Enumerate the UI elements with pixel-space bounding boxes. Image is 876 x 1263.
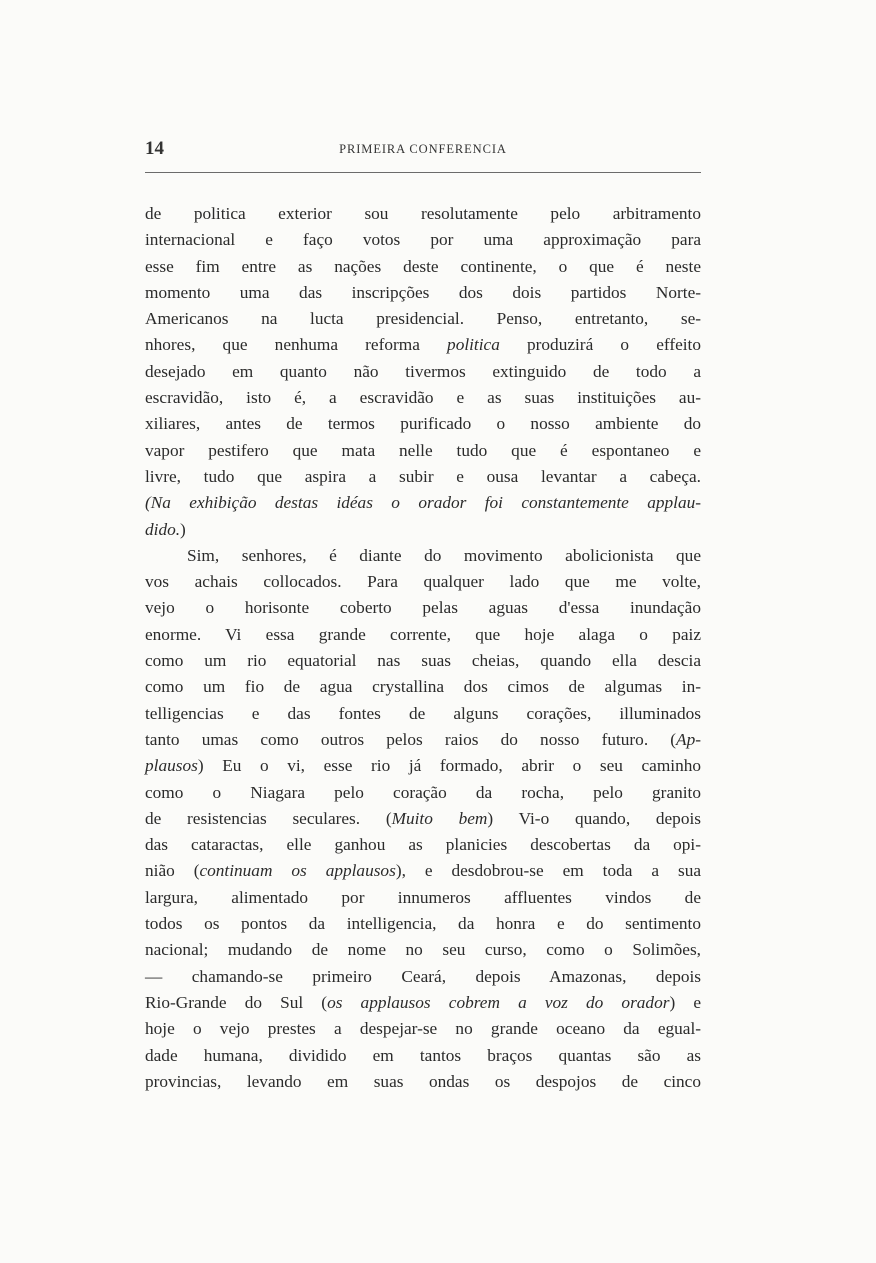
text-line [145,727,701,753]
text-segment: ) Eu o vi, esse rio já formado, abrir o seu caminho [197,756,701,776]
text-segment: ) e [669,992,702,1012]
text-line [145,411,701,437]
header-rule [145,172,701,173]
body-text [145,201,701,1095]
text-line [145,990,701,1016]
text-line [145,438,701,464]
text-line [145,332,701,358]
italic-text: continuam os applausos [199,861,396,881]
text-segment: Americanos na lucta presidencial. Penso, entretanto, se- [145,309,701,329]
text-line [145,885,701,911]
page-header [145,138,701,162]
italic-text: plausos [145,756,198,776]
text-segment: livre, tudo que aspira a subir e ousa levantar a cabeça. [145,466,701,486]
text-line [145,780,701,806]
text-line [145,964,701,990]
text-segment: ), e desdobrou-se em toda a sua [395,861,702,881]
text-segment: ) Vi-o quando, depois [487,808,701,828]
text-line [145,1069,701,1095]
text-segment: de politica exterior sou resolutamente pelo arbitramento [145,204,701,223]
text-line [145,385,701,411]
italic-text: (Na exhibição destas idéas o orador foi constantemente applau- [145,493,701,513]
text-line [145,1043,701,1069]
text-line [145,569,701,595]
text-line [145,753,701,779]
text-segment: internacional e faço votos por uma approximação para [145,230,701,250]
text-segment: produzirá o effeito [499,335,701,355]
text-line [145,806,701,832]
page-number: 14 [145,138,164,159]
text-segment: tanto umas como outros pelos raios do nosso futuro. ( [145,729,677,749]
text-segment: todos os pontos da intelligencia, da honra e do sentimento [145,914,701,934]
italic-text: politica [447,335,500,355]
text-segment: escravidão, isto é, a escravidão e as suas instituições au- [145,388,701,408]
text-segment: hoje o vejo prestes a despejar-se no grande oceano da egual- [145,1019,701,1039]
italic-text: dido. [145,519,181,539]
text-segment: vejo o horisonte coberto pelas aguas d'essa inundação [145,598,701,618]
italic-text: Muito bem [391,808,488,828]
text-segment: ) [180,519,186,539]
text-segment: provincias, levando em suas ondas os despojos de cinco [145,1071,701,1091]
text-line [145,622,701,648]
text-line [145,858,701,884]
text-segment: nacional; mudando de nome no seu curso, como o Solimões, [145,940,701,960]
text-segment: Sim, senhores, é diante do movimento abolicionista que [187,545,701,565]
text-line [145,937,701,963]
text-segment: como um rio equatorial nas suas cheias, quando ella descia [145,651,701,671]
text-segment: nhores, que nenhuma reforma [145,335,448,355]
text-line [145,832,701,858]
text-line [145,701,701,727]
text-segment: nião ( [145,861,200,881]
text-segment: vapor pestifero que mata nelle tudo que é espontaneo e [145,440,701,460]
text-line [145,543,701,569]
text-segment: momento uma das inscripções dos dois partidos Norte- [145,282,701,302]
text-line [145,201,701,227]
text-segment: Rio-Grande do Sul ( [145,992,328,1012]
running-head: PRIMEIRA CONFERENCIA [339,142,507,156]
text-segment: — chamando-se primeiro Ceará, depois Amazonas, depois [145,966,701,986]
text-line [145,306,701,332]
text-line [145,227,701,253]
text-line [145,674,701,700]
text-line [145,464,701,490]
italic-text: Ap- [676,729,701,749]
text-segment: como um fio de agua crystallina dos cimos de algumas in- [145,677,701,697]
text-segment: dade humana, dividido em tantos braços quantas são as [145,1045,701,1065]
text-line [145,254,701,280]
text-line [145,490,701,516]
text-segment: desejado em quanto não tivermos extinguido de todo a [145,361,701,381]
text-line [145,1016,701,1042]
text-line [145,359,701,385]
text-segment: xiliares, antes de termos purificado o nosso ambiente do [145,414,701,434]
text-segment: esse fim entre as nações deste continente, o que é neste [145,256,701,276]
text-line [145,517,701,543]
text-segment: telligencias e das fontes de alguns corações, illuminados [145,703,701,723]
text-line [145,595,701,621]
text-line [145,648,701,674]
text-line [145,280,701,306]
italic-text: os applausos cobrem a voz do orador [327,992,670,1012]
text-line [145,911,701,937]
text-segment: vos achais collocados. Para qualquer lado que me volte, [145,572,701,592]
text-segment: como o Niagara pelo coração da rocha, pelo granito [145,782,701,802]
text-segment: largura, alimentado por innumeros affluentes vindos de [145,887,701,907]
text-segment: de resistencias seculares. ( [145,808,392,828]
text-segment: enorme. Vi essa grande corrente, que hoje alaga o paiz [145,624,701,644]
text-segment: das cataractas, elle ganhou as planicies descobertas da opi- [145,835,701,855]
